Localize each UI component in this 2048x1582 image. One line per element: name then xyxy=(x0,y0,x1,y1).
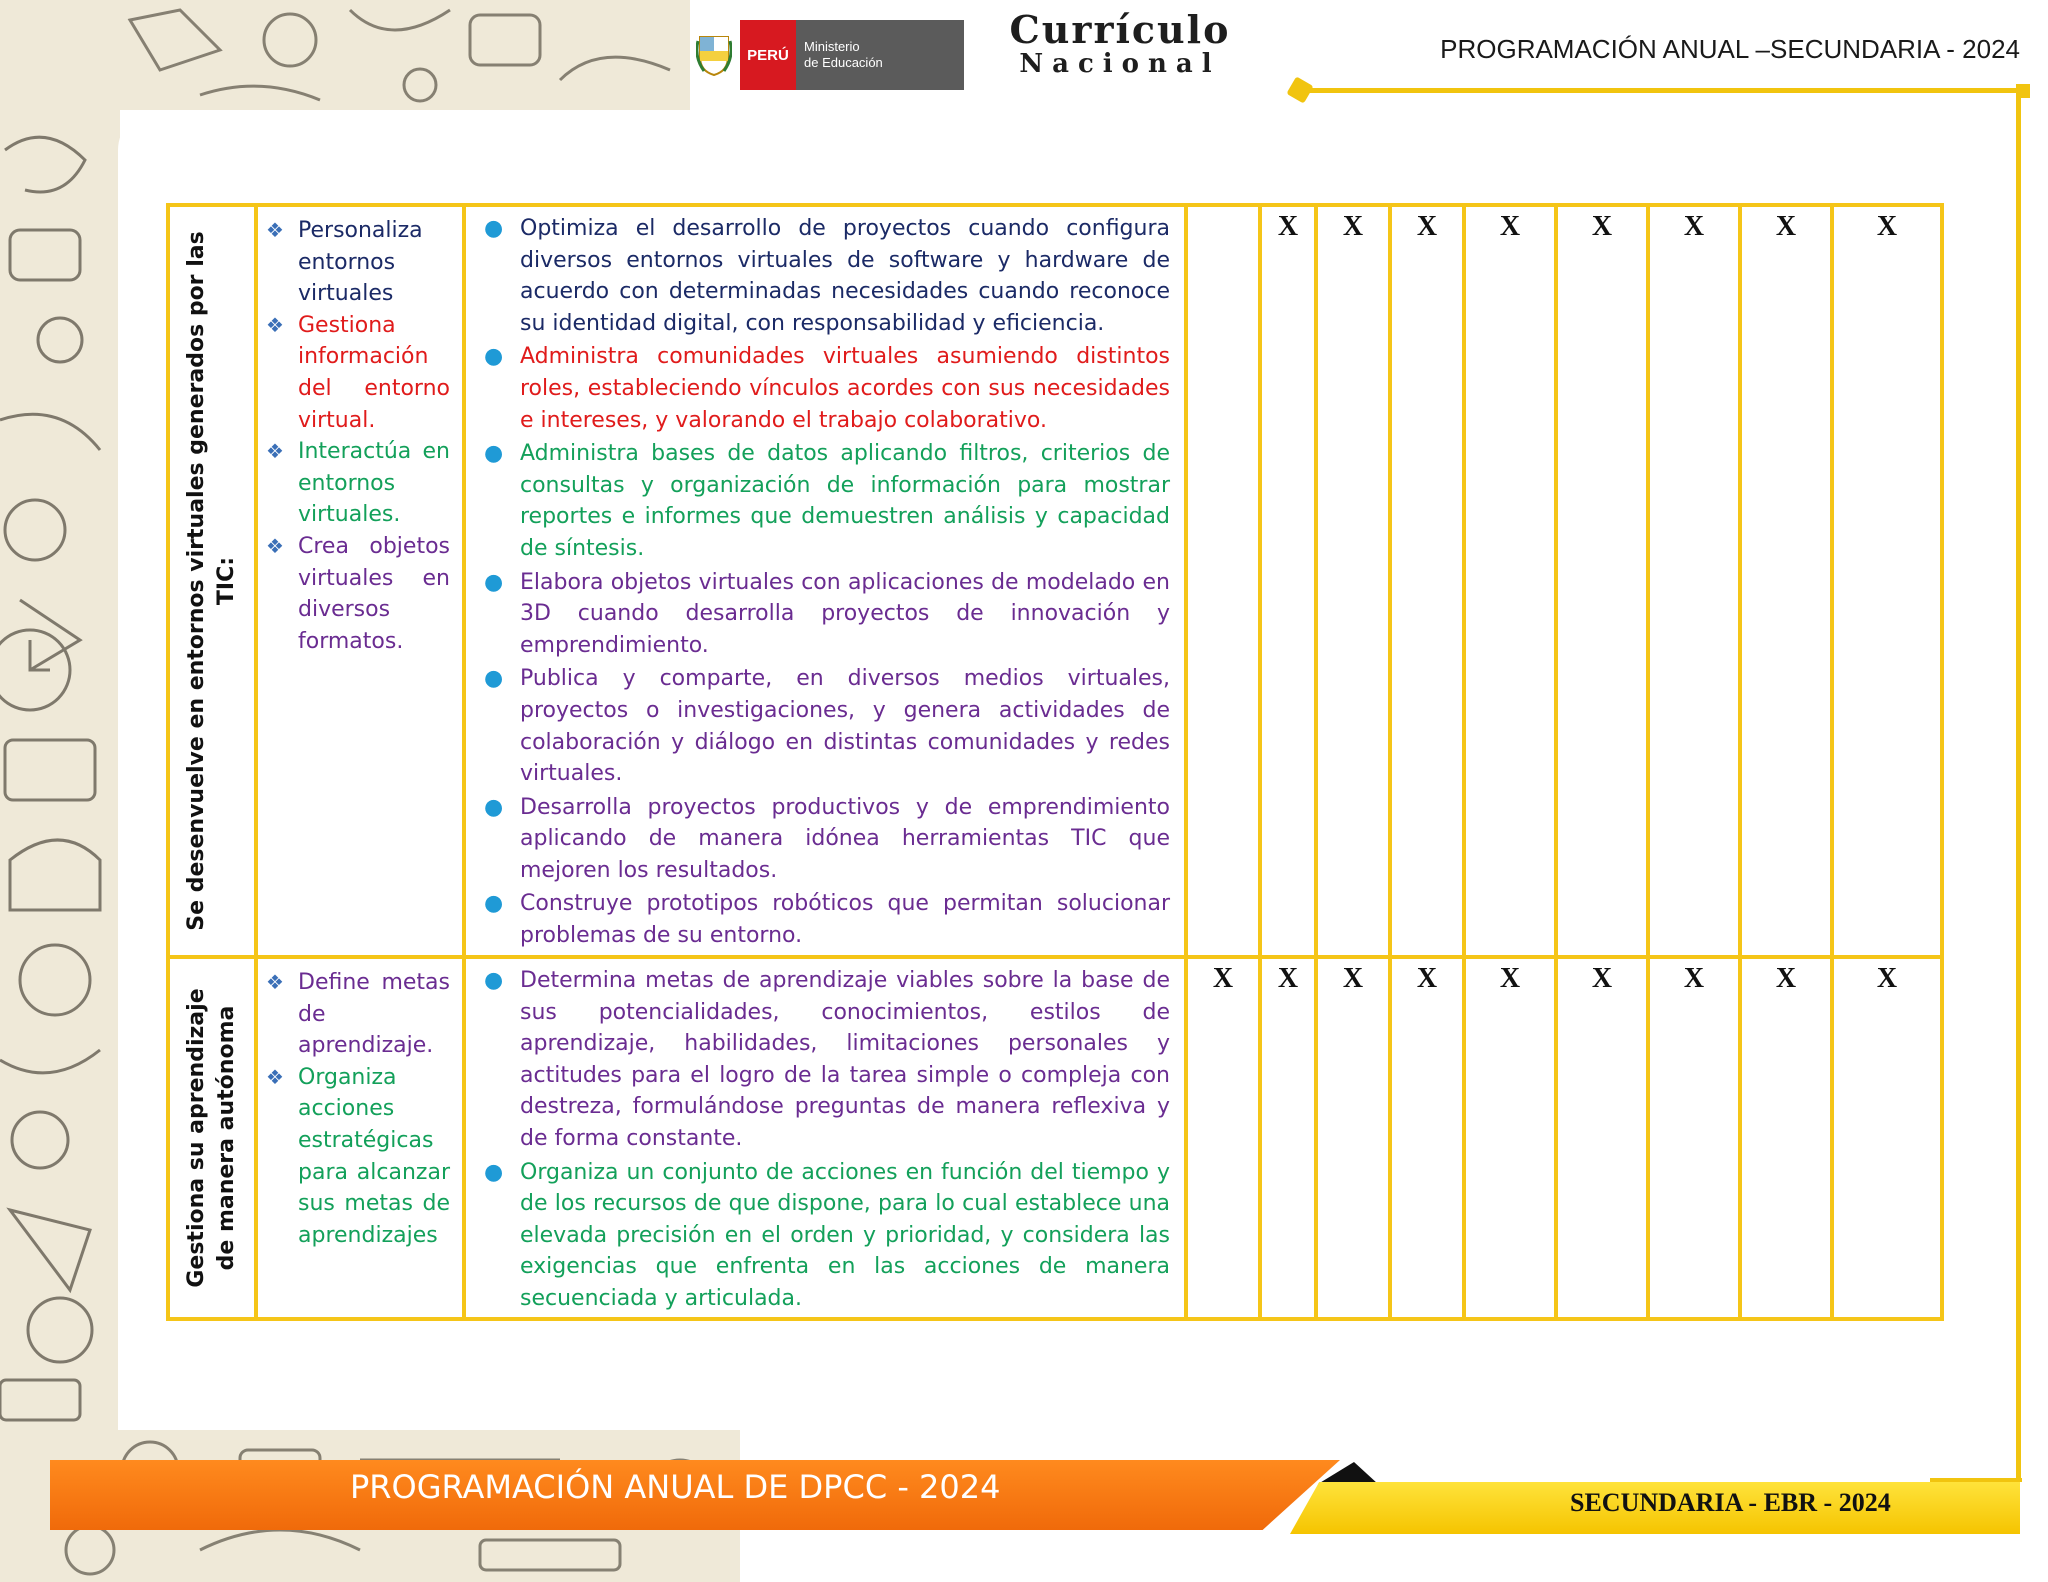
curriculo-nacional-logo xyxy=(1000,7,1240,79)
competencia-cell xyxy=(168,205,256,957)
list-item: ● Optimiza el desarrollo de proyectos cuando configura diversos entornos virtuales de software y hardware de acuerdo con determinadas necesidades cuando reconoce su identidad digital, con responsabilidad y eficiencia. xyxy=(472,213,1170,339)
mark-cell: X xyxy=(1832,957,1942,1319)
diamond-bullet-icon: ❖ xyxy=(266,970,284,994)
bullet-icon: ● xyxy=(484,666,504,692)
list-item: ● Organiza un conjunto de acciones en función del tiempo y de los recursos de que dispone, para lo cual establece una elevada precisión en el orden y prioridad, y considera las exigencias que enfrenta en las acciones de manera secuenciada y articulada. xyxy=(472,1157,1170,1315)
list-item: ❖ Gestiona información del entorno virtual. xyxy=(262,310,450,436)
mark-cell: X xyxy=(1260,205,1316,957)
bullet-icon: ● xyxy=(484,344,504,370)
competencia-label: Se desenvuelve en entornos virtuales generados por las TIC: xyxy=(184,231,239,931)
doodle-background-left xyxy=(0,0,120,1582)
diamond-bullet-icon: ❖ xyxy=(266,218,284,242)
ministerio-label xyxy=(796,20,964,90)
list-item: ❖ Define metas de aprendizaje. xyxy=(262,967,450,1062)
bullet-icon: ● xyxy=(484,441,504,467)
mark-cell xyxy=(1186,205,1260,957)
mark-cell: X xyxy=(1186,957,1260,1319)
list-item: ❖ Interactúa en entornos virtuales. xyxy=(262,436,450,531)
page-header-title: PROGRAMACIÓN ANUAL –SECUNDARIA - 2024 xyxy=(1440,34,2020,64)
list-item: ● Determina metas de aprendizaje viables sobre la base de sus potencialidades, conocimientos, estilos de aprendizaje, habilidades, limitaciones personales y actitudes para el logro de la tarea simple o compleja con destreza, formulándose preguntas de manera reflexiva y de forma constante. xyxy=(472,965,1170,1155)
mark-cell: X xyxy=(1556,205,1648,957)
capacidades-list xyxy=(258,959,462,1251)
mark-cell: X xyxy=(1464,205,1556,957)
mark-cell: X xyxy=(1648,205,1740,957)
desempenos-list xyxy=(466,959,1184,1315)
desempenos-list xyxy=(466,207,1184,952)
table-row xyxy=(168,205,1942,957)
list-item: ● Elabora objetos virtuales con aplicaciones de modelado en 3D cuando desarrolla proyectos de innovación y emprendimiento. xyxy=(472,567,1170,662)
diamond-bullet-icon: ❖ xyxy=(266,533,284,558)
competencias-table xyxy=(166,203,1944,1321)
mark-cell: X xyxy=(1316,205,1390,957)
gold-bottom-line xyxy=(1930,1478,2022,1482)
mark-cell: X xyxy=(1832,205,1942,957)
footer-right-title: SECUNDARIA - EBR - 2024 xyxy=(1570,1488,1891,1517)
curriculo-line2: Nacional xyxy=(1019,49,1221,79)
mark-cell: X xyxy=(1740,957,1832,1319)
diamond-bullet-icon: ❖ xyxy=(266,439,284,464)
mark-cell: X xyxy=(1464,957,1556,1319)
list-item: ● Administra bases de datos aplicando filtros, criterios de consultas y organización de información para mostrar reportes e informes que demuestren análisis y capacidad de síntesis. xyxy=(472,438,1170,564)
mark-cell: X xyxy=(1740,205,1832,957)
bullet-icon: ● xyxy=(484,891,504,917)
peru-label: PERÚ xyxy=(740,20,796,90)
bullet-icon: ● xyxy=(484,216,504,241)
desempenos-cell xyxy=(464,957,1186,1319)
mark-cell: X xyxy=(1390,957,1464,1319)
capacidades-cell xyxy=(256,205,464,957)
list-item: ● Desarrolla proyectos productivos y de emprendimiento aplicando de manera idónea herramientas TIC que mejoren los resultados. xyxy=(472,792,1170,887)
list-item: ❖ Personaliza entornos virtuales xyxy=(262,215,450,310)
mark-cell: X xyxy=(1260,957,1316,1319)
doodle-background-top xyxy=(0,0,690,110)
peru-shield-icon xyxy=(688,20,740,90)
desempenos-cell xyxy=(464,205,1186,957)
curriculo-line1: Currículo xyxy=(1009,7,1231,52)
ministerio-line1: Ministerio xyxy=(804,39,860,54)
list-item: ● Administra comunidades virtuales asumiendo distintos roles, estableciendo vínculos acordes con sus necesidades e intereses, y valorando el trabajo colaborativo. xyxy=(472,341,1170,436)
bullet-icon: ● xyxy=(484,1159,504,1185)
gold-header-line xyxy=(1300,88,2022,93)
competencia-label: Gestiona su aprendizaje de manera autónoma xyxy=(184,988,239,1288)
diamond-bullet-icon: ❖ xyxy=(266,312,284,337)
ministerio-line2: de Educación xyxy=(804,55,883,70)
mark-cell: X xyxy=(1556,957,1648,1319)
list-item: ❖ Crea objetos virtuales en diversos formatos. xyxy=(262,531,450,657)
capacidades-cell xyxy=(256,957,464,1319)
mark-cell: X xyxy=(1648,957,1740,1319)
bullet-icon: ● xyxy=(484,968,504,993)
mark-cell: X xyxy=(1390,205,1464,957)
mark-cell: X xyxy=(1316,957,1390,1319)
competencia-cell xyxy=(168,957,256,1319)
list-item: ● Construye prototipos robóticos que permitan solucionar problemas de su entorno. xyxy=(472,888,1170,951)
minedu-logo xyxy=(688,20,964,90)
capacidades-list xyxy=(258,207,462,657)
bullet-icon: ● xyxy=(484,794,504,820)
list-item: ❖ Organiza acciones estratégicas para alcanzar sus metas de aprendizajes xyxy=(262,1062,450,1252)
bullet-icon: ● xyxy=(484,569,504,595)
list-item: ● Publica y comparte, en diversos medios virtuales, proyectos o investigaciones, y genera actividades de colaboración y diálogo en distintas comunidades y redes virtuales. xyxy=(472,663,1170,789)
diamond-bullet-icon: ❖ xyxy=(266,1064,284,1089)
table-row xyxy=(168,957,1942,1319)
gold-right-border-line xyxy=(2016,92,2021,1482)
footer-left-title: PROGRAMACIÓN ANUAL DE DPCC - 2024 xyxy=(350,1468,1001,1506)
